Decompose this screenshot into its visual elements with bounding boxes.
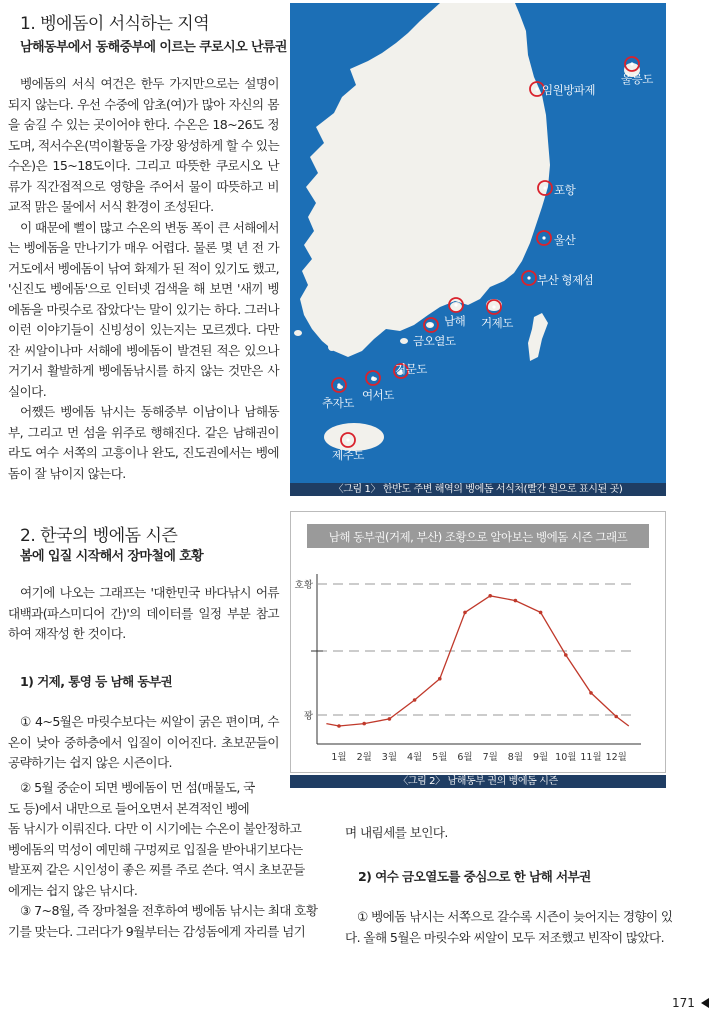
y-label-top: 호황 (294, 580, 313, 591)
small-island (294, 330, 302, 336)
chart-svg (291, 512, 665, 772)
east-point1: ① 4~5월은 마릿수보다는 씨알이 굵은 편이며, 수온이 낮아 중하층에서 입질이 이어진다. 초보꾼들이 공략하기는 쉽지 않은 시즌이다. (8, 714, 279, 770)
label-geumo: 금오열도 (413, 334, 456, 348)
habitat-map (290, 3, 666, 483)
label-geoje: 거제도 (481, 316, 513, 330)
marker-dot (371, 376, 374, 379)
chart-title: 남해 동부권(거제, 부산) 조황으로 알아보는 벵에돔 시즌 그래프 (328, 530, 628, 544)
marker-dot (337, 383, 340, 386)
data-point (362, 722, 366, 726)
page-number: 171 (672, 996, 695, 1010)
text-line: 발포찌 같은 시인성이 좋은 찌를 주로 쓴다. 역시 초보꾼들 (8, 862, 305, 877)
label-pohang: 포항 (554, 183, 576, 197)
page-number-block (672, 996, 709, 1010)
label-ulleungdo: 울릉도 (621, 72, 653, 86)
text-line: 다. 올해 5월은 마릿수와 씨알이 모두 저조했고 빈작이 많았다. (345, 930, 665, 945)
season-chart (290, 511, 666, 773)
x-tick-label: 9월 (532, 752, 549, 763)
data-point (463, 611, 467, 615)
marker-dot (527, 276, 530, 279)
season-line (326, 596, 628, 726)
subheading-east: 1) 거제, 통영 등 남해 동부권 (20, 674, 173, 689)
east-point2-block (8, 778, 317, 942)
x-tick-label: 11월 (580, 752, 602, 763)
map-svg (290, 3, 666, 483)
west-point1-block (345, 906, 673, 948)
section2-title: 2. 한국의 벵에돔 시즌 (20, 526, 178, 546)
x-tick-label: 10월 (555, 752, 577, 763)
section2-subtitle: 봄에 입질 시작해서 장마철에 호황 (20, 549, 204, 564)
data-point (388, 717, 392, 721)
label-jeju: 제주도 (332, 448, 364, 462)
label-chuja: 추자도 (322, 396, 354, 410)
data-point (564, 653, 568, 657)
text-line: 기를 맞는다. 그러다가 9월부터는 감성돔에게 자리를 넘기 (8, 923, 306, 939)
label-ulsan: 울산 (554, 233, 576, 247)
label-yeoseo: 여서도 (362, 388, 394, 402)
section1-subtitle: 남해동부에서 동해중부에 이르는 쿠로시오 난류권 (20, 40, 287, 55)
figure2-caption: 〈그림 2〉 남해동부 권의 벵에돔 시즌 (290, 775, 666, 788)
data-point (488, 594, 492, 598)
data-point (413, 698, 417, 702)
x-tick-label: 5월 (432, 752, 448, 763)
x-tick-label: 3월 (381, 752, 398, 763)
marker-dot (492, 305, 495, 308)
label-busan: 부산 형제섬 (537, 273, 594, 287)
marker-dot (542, 236, 545, 239)
marker-dot (454, 303, 457, 306)
small-island (315, 309, 325, 317)
marker-dot (346, 438, 349, 441)
text-line: ① 벵에돔 낚시는 서쪽으로 갈수록 시즌이 늦어지는 경향이 있 (357, 909, 673, 924)
section2-para1: 여기에 나오는 그래프는 '대한민국 바다낚시 어류대백과(파스미디어 간)'의 데이터를 일정 부분 참고하여 재작성 한 것이다. (8, 585, 279, 641)
section2-intro (8, 583, 279, 645)
x-tick-label: 7월 (482, 752, 498, 763)
label-imwon: 임원방파제 (542, 83, 596, 97)
season-points (337, 594, 618, 728)
page-arrow-icon (701, 998, 709, 1008)
section1-para3: 어쨌든 벵에돔 낚시는 동해중부 이남이나 남해동부, 그리고 먼 섬을 위주로 행해진다. 같은 남해권이라도 여수 서쪽의 고흥이나 완도, 진도권에서는 벵에돔이 잘 낚이지 않는다. (8, 404, 279, 481)
marker-dot (630, 62, 633, 65)
section1-para2: 이 때문에 뻘이 많고 수온의 변동 폭이 큰 서해에서는 벵에돔을 만나기가 매우 어렵다. 물론 몇 년 전 가거도에서 벵에돔이 낚여 화제가 된 적이 있기도 했고, '신진도 벵에돔'으로 인터넷 검색을 해 보면 '새끼 벵에돔을 마릿수로 잡았다'는 말이 있기는 하다. 그러나 이런 이야기들이 신빙성이 있는지는 모르겠다. 다만 잔 씨알이나마 서해에 벵에돔이 발견된 적은 있으나 거기서 활발하게 벵에돔낚시를 하지 않는 것만은 사실이다. (8, 219, 279, 399)
section1-body (8, 74, 279, 484)
x-tick-label: 4월 (406, 752, 423, 763)
x-tick-label: 2월 (356, 752, 372, 763)
x-tick-label: 1월 (331, 752, 347, 763)
section1-para1: 벵에돔의 서식 여건은 한두 가지만으로는 설명이 되지 않는다. 우선 수중에 암초(여)가 많아 자신의 몸을 숨길 수 있는 곳이어야 한다. 수온은 18~26도 정도며, 적서수온(먹이활동을 가장 왕성하게 할 수 있는 수온)은 15~18도이다. 그리고 따뜻한 쿠로시오 난류가 직간접적으로 영향을 주어서 물이 따뜻하고 비교적 맑은 물에서 서식 환경이 조성된다. (8, 76, 280, 214)
data-point (337, 724, 341, 728)
text-line: ③ 7~8월, 즉 장마철을 전후하여 벵에돔 낚시는 최대 호황 (20, 903, 318, 918)
text-line: 도 등)에서 내만으로 들어오면서 본격적인 벵에 (8, 800, 250, 816)
east-point1-block (8, 712, 279, 774)
marker-dot (429, 323, 432, 326)
continued-text: 며 내림세를 보인다. (345, 825, 448, 840)
text-line: 에게는 쉽지 않은 낚시다. (8, 882, 138, 898)
data-point (438, 677, 442, 681)
y-label-bottom: 꽝 (303, 711, 313, 722)
subheading-west: 2) 여수 금오열도를 중심으로 한 남해 서부권 (358, 869, 591, 884)
marker-dot (535, 87, 538, 90)
text-line: 돔 낚시가 이뤄진다. 다만 이 시기에는 수온이 불안정하고 (8, 821, 302, 836)
x-tick-label: 12월 (605, 752, 627, 763)
data-point (539, 611, 543, 615)
text-line: 벵에돔의 먹성이 예민해 구멍찌로 입질을 받아내기보다는 (8, 841, 303, 857)
text-line: ② 5월 중순이 되면 벵에돔이 먼 섬(매물도, 국 (20, 780, 255, 795)
marker-dot (543, 186, 546, 189)
data-point (589, 691, 593, 695)
section1-title: 1. 벵에돔이 서식하는 지역 (20, 14, 210, 34)
data-point (614, 715, 618, 719)
x-tick-label: 6월 (457, 752, 473, 763)
data-point (514, 599, 518, 603)
x-tick-labels (331, 751, 626, 763)
small-island (328, 343, 336, 351)
label-namhae: 남해 (444, 314, 466, 328)
small-island (400, 338, 408, 344)
label-geomun: 거문도 (395, 362, 427, 376)
figure1-caption: 〈그림 1〉 한반도 주변 해역의 벵에돔 서식처(빨간 원으로 표시된 곳) (290, 483, 666, 496)
x-tick-label: 8월 (507, 752, 524, 763)
